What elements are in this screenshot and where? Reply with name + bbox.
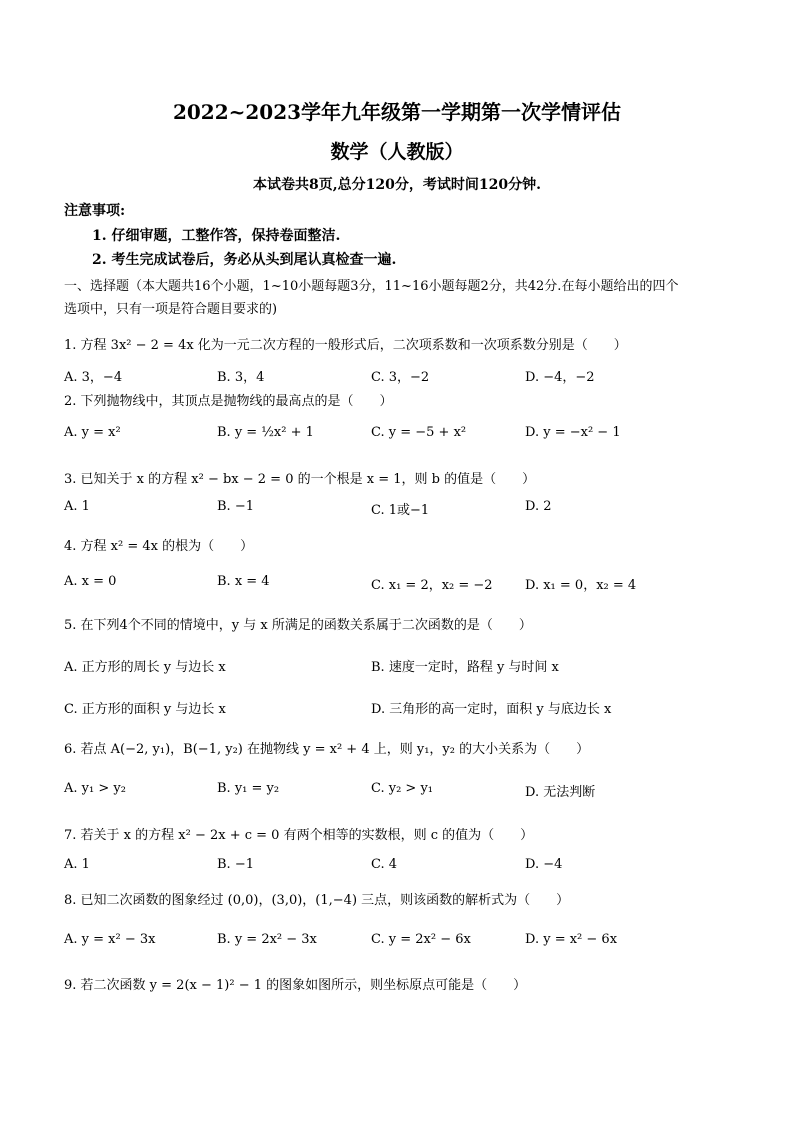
question-3-option-d: D. 2 bbox=[525, 499, 552, 514]
question-2-option-c: C. y = −5 + x² bbox=[371, 425, 467, 440]
question-1-stem: 1. 方程 3x² − 2 = 4x 化为一元二次方程的一般形式后，二次项系数和一次项系数分别是（ ） bbox=[64, 338, 627, 353]
question-8-option-d: D. y = x² − 6x bbox=[525, 932, 618, 947]
question-1-option-c: C. 3，−2 bbox=[371, 370, 430, 385]
question-3-option-a: A. 1 bbox=[64, 499, 90, 514]
question-6-stem: 6. 若点 A(−2, y₁)，B(−1, y₂) 在抛物线 y = x² + 4 上，则 y₁，y₂ 的大小关系为（ ） bbox=[64, 742, 590, 757]
question-1-option-d: D. −4，−2 bbox=[525, 370, 595, 385]
question-9-stem: 9. 若二次函数 y = 2(x − 1)² − 1 的图象如图所示，则坐标原点可能是（ ） bbox=[64, 978, 527, 993]
question-4-option-b: B. x = 4 bbox=[217, 574, 270, 589]
question-4-option-a: A. x = 0 bbox=[64, 574, 117, 589]
question-7-option-c: C. 4 bbox=[371, 857, 398, 872]
question-2-stem: 2. 下列抛物线中，其顶点是抛物线的最高点的是（ ） bbox=[64, 394, 393, 409]
question-7-option-b: B. −1 bbox=[217, 857, 254, 872]
notes-heading: 注意事项: bbox=[64, 203, 126, 219]
question-1-option-b: B. 3，4 bbox=[217, 370, 265, 385]
question-6-option-a: A. y₁ > y₂ bbox=[64, 781, 126, 796]
question-3-stem: 3. 已知关于 x 的方程 x² − bx − 2 = 0 的一个根是 x = 1，则 b 的值是（ ） bbox=[64, 472, 536, 487]
question-5-option-a: A. 正方形的周长 y 与边长 x bbox=[64, 660, 226, 675]
question-6-option-c: C. y₂ > y₁ bbox=[371, 781, 434, 796]
question-2-option-d: D. y = −x² − 1 bbox=[525, 425, 621, 440]
question-8-option-a: A. y = x² − 3x bbox=[64, 932, 156, 947]
question-4-stem: 4. 方程 x² = 4x 的根为（ ） bbox=[64, 539, 254, 554]
question-6-option-d: D. 无法判断 bbox=[525, 785, 596, 800]
question-3-option-b: B. −1 bbox=[217, 499, 254, 514]
section-heading-line1: 一、选择题（本大题共16个小题，1~10小题每题3分，11~16小题每题2分，共42分.在每小题给出的四个 bbox=[64, 279, 679, 294]
question-5-option-c: C. 正方形的面积 y 与边长 x bbox=[64, 702, 226, 717]
question-4-option-d: D. x₁ = 0，x₂ = 4 bbox=[525, 578, 637, 593]
question-8-option-b: B. y = 2x² − 3x bbox=[217, 932, 317, 947]
question-8-option-c: C. y = 2x² − 6x bbox=[371, 932, 471, 947]
question-5-stem: 5. 在下列4个不同的情境中，y 与 x 所满足的函数关系属于二次函数的是（ ） bbox=[64, 618, 532, 633]
question-5-option-d: D. 三角形的高一定时，面积 y 与底边长 x bbox=[371, 702, 612, 717]
question-6-option-b: B. y₁ = y₂ bbox=[217, 781, 280, 796]
question-2-option-a: A. y = x² bbox=[64, 425, 121, 440]
question-7-option-a: A. 1 bbox=[64, 857, 90, 872]
question-7-option-d: D. −4 bbox=[525, 857, 563, 872]
section-heading-line2: 选项中，只有一项是符合题目要求的) bbox=[64, 302, 278, 317]
question-7-stem: 7. 若关于 x 的方程 x² − 2x + c = 0 有两个相等的实数根，则 c 的值为（ ） bbox=[64, 828, 534, 843]
page-subtitle: 数学（人教版） bbox=[330, 141, 464, 163]
question-5-option-b: B. 速度一定时，路程 y 与时间 x bbox=[371, 660, 559, 675]
note-item-1: 1. 仔细审题，工整作答，保持卷面整洁. bbox=[92, 228, 341, 244]
exam-info: 本试卷共8页,总分120分，考试时间120分钟. bbox=[253, 177, 541, 193]
question-8-stem: 8. 已知二次函数的图象经过 (0,0)，(3,0)，(1,−4) 三点，则该函数的解析式为（ ） bbox=[64, 893, 570, 908]
note-item-2: 2. 考生完成试卷后，务必从头到尾认真检查一遍. bbox=[92, 252, 397, 268]
page-title: 2022~2023学年九年级第一学期第一次学情评估 bbox=[172, 100, 622, 124]
question-2-option-b: B. y = ½x² + 1 bbox=[217, 425, 314, 440]
question-4-option-c: C. x₁ = 2，x₂ = −2 bbox=[371, 578, 493, 593]
question-1-option-a: A. 3，−4 bbox=[64, 370, 123, 385]
question-3-option-c: C. 1或−1 bbox=[371, 503, 430, 518]
